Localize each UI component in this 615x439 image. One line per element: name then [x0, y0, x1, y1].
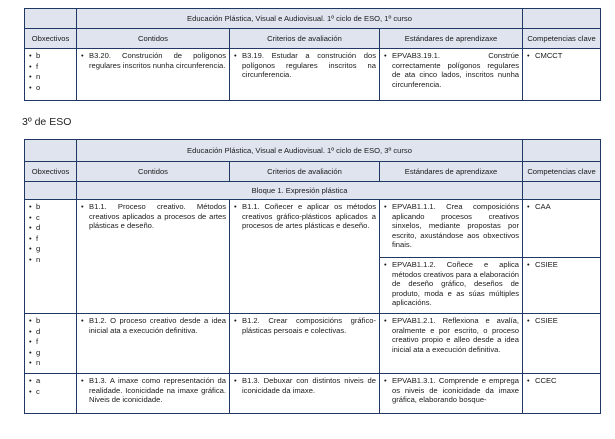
header-objectives: Obxectivos	[25, 29, 77, 49]
objective-item: • n	[28, 255, 73, 266]
header-criteria: Criterios de avaliación	[230, 29, 380, 49]
header-criteria: Criterios de avaliación	[230, 162, 380, 182]
curriculum-table-1st-course	[24, 8, 601, 101]
objective-item: • f	[28, 62, 73, 73]
section-heading: 3º de ESO	[22, 116, 72, 128]
table-top-left-empty	[25, 140, 77, 162]
header-standards: Estándares de aprendizaxe	[380, 162, 523, 182]
header-standards: Estándares de aprendizaxe	[380, 29, 523, 49]
objectives-cell	[25, 200, 77, 314]
table-top-right-empty	[523, 9, 601, 29]
header-contents: Contidos	[77, 29, 230, 49]
block-left-empty	[25, 182, 77, 200]
standard-cell: • EPVAB3.19.1. Constrúe correctamente polígonos regulares de ata cinco lados, inscritos nunha circunferencia.	[380, 49, 523, 101]
objective-item: • o	[28, 83, 73, 94]
table-title: Educación Plástica, Visual e Audiovisual. 1º ciclo de ESO, 1º curso	[77, 9, 523, 29]
objective-item: • b	[28, 202, 73, 213]
standard-cell: • EPVAB1.1.1. Crea composicións aplicando procesos creativos sinxelos, mediante propostas por escrito, axustándose aos obxectivos finais.	[380, 200, 523, 258]
objective-item: • f	[28, 337, 73, 348]
header-competences: Competencias clave	[523, 162, 601, 182]
objective-item: • g	[28, 244, 73, 255]
standard-cell: • EPVAB1.3.1. Comprende e emprega os niveis de iconicidade da imaxe gráfica, elaborando bosque-	[380, 374, 523, 414]
objective-item: • c	[28, 213, 73, 224]
standard-cell: • EPVAB1.1.2. Coñece e aplica métodos creativos para a elaboración de deseño gráfico, deseños de produto, moda e as súas múltiples aplicacións.	[380, 258, 523, 314]
objective-item: • f	[28, 234, 73, 245]
content-cell: • B1.2. O proceso creativo desde a idea inicial ata a execución definitiva.	[77, 314, 230, 374]
header-contents: Contidos	[77, 162, 230, 182]
objective-item: • c	[28, 387, 73, 398]
competence-cell: • CMCCT	[523, 49, 601, 101]
table-title: Educación Plástica, Visual e Audiovisual. 1º ciclo de ESO, 3º curso	[77, 140, 523, 162]
table-top-right-empty	[523, 140, 601, 162]
competence-cell: • CAA	[523, 200, 601, 258]
competence-cell: • CSIEE	[523, 258, 601, 314]
header-competences: Competencias clave	[523, 29, 601, 49]
standard-cell: • EPVAB1.2.1. Reflexiona e avalía, oralmente e por escrito, o proceso creativo propio e alleo desde a idea inicial ata a execución definitiva.	[380, 314, 523, 374]
objectives-cell	[25, 49, 77, 101]
objective-item: • b	[28, 316, 73, 327]
criteria-cell: • B1.1. Coñecer e aplicar os métodos creativos gráfico-plásticos aplicados a procesos de artes plásticas e deseño.	[230, 200, 380, 314]
competence-cell: • CCEC	[523, 374, 601, 414]
objective-item: • n	[28, 358, 73, 369]
objective-item: • n	[28, 72, 73, 83]
objective-item: • d	[28, 327, 73, 338]
objectives-cell	[25, 374, 77, 414]
table-top-left-empty	[25, 9, 77, 29]
objectives-cell	[25, 314, 77, 374]
header-objectives: Obxectivos	[25, 162, 77, 182]
criteria-cell: • B1.2. Crear composicións gráfico-plásticas persoais e colectivas.	[230, 314, 380, 374]
content-cell: • B1.3. A imaxe como representación da realidade. Iconicidade na imaxe gráfica. Niveis de iconicidade.	[77, 374, 230, 414]
content-cell: • B1.1. Proceso creativo. Métodos creativos aplicados a procesos de artes plásticas e deseño.	[77, 200, 230, 314]
block-title: Bloque 1. Expresión plástica	[77, 182, 523, 200]
criteria-cell: • B3.19. Estudar a construción dos polígonos regulares inscritos na circunferencia.	[230, 49, 380, 101]
criteria-cell: • B1.3. Debuxar con distintos niveis de iconicidade da imaxe.	[230, 374, 380, 414]
block-right-empty	[523, 182, 601, 200]
content-cell: • B3.20. Construción de polígonos regulares inscritos nunha circunferencia.	[77, 49, 230, 101]
competence-cell: • CSIEE	[523, 314, 601, 374]
objective-item: • a	[28, 376, 73, 387]
objective-item: • g	[28, 348, 73, 359]
objective-item: • b	[28, 51, 73, 62]
curriculum-table-3rd-course	[24, 139, 601, 414]
objective-item: • d	[28, 223, 73, 234]
